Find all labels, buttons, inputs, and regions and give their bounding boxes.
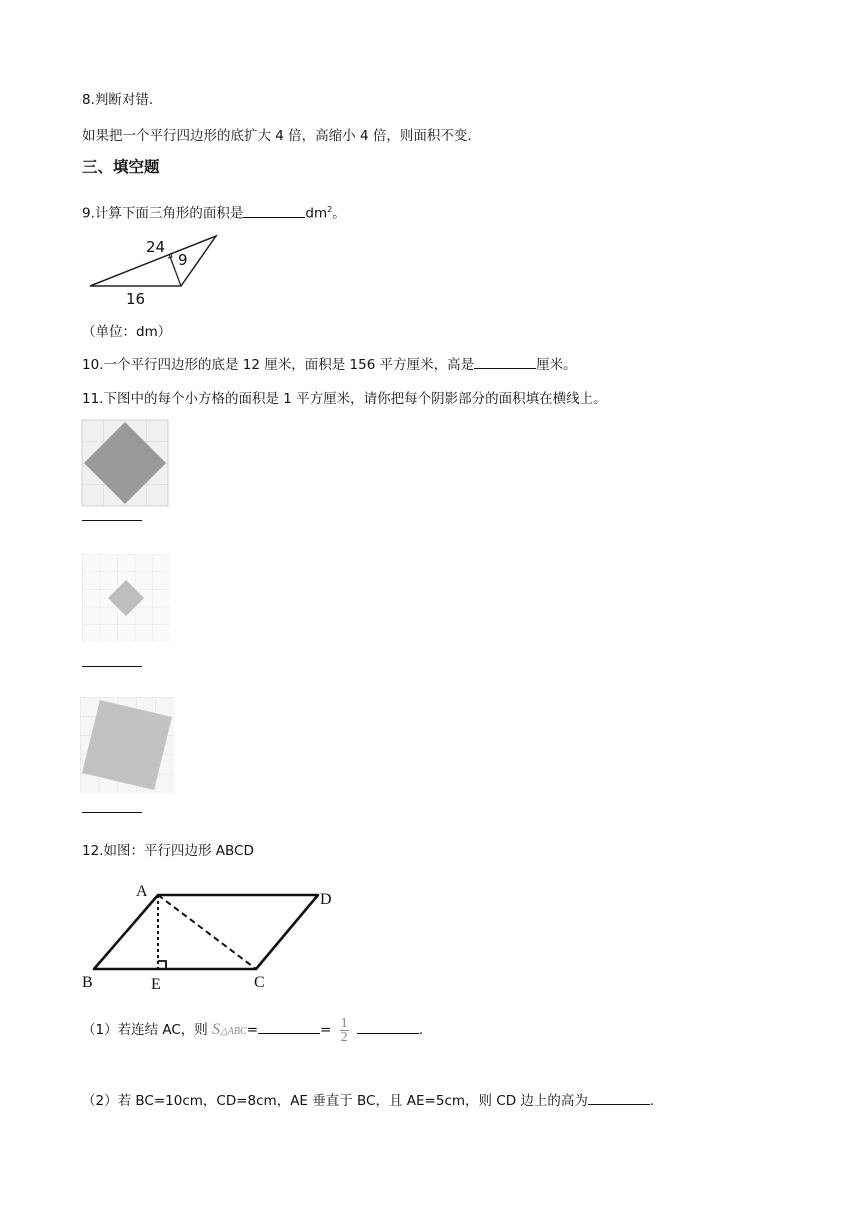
q9-suffix: 。 (332, 205, 346, 222)
q11-figure-3 (80, 697, 174, 793)
q9-unit-sup: 2 (327, 205, 333, 214)
q10-answer-blank[interactable] (474, 356, 536, 369)
q9-answer-blank[interactable] (243, 205, 305, 218)
q12-part1-blank-2[interactable] (357, 1021, 419, 1034)
q9-triangle-figure (82, 228, 224, 310)
q9-unit-note: （单位：dm） (82, 324, 172, 340)
q12-part2-prefix: （2）若 BC=10cm，CD=8cm，AE 垂直于 BC，且 AE=5cm，则 CD 边上的高为 (82, 1093, 588, 1109)
q12-part1-s: S (212, 1021, 221, 1038)
q11-text: 11.下图中的每个小方格的面积是 1 平方厘米，请你把每个阴影部分的面积填在横线上。 (82, 391, 607, 407)
q11-answer-blank-1[interactable] (82, 520, 142, 521)
q11-answer-blank-3[interactable] (82, 812, 142, 813)
q12-part1-end: . (418, 1022, 424, 1038)
q12-title: 12.如图：平行四边形 ABCD (82, 843, 254, 859)
q12-label-d: D (320, 891, 332, 908)
q12-part2-end: . (649, 1093, 655, 1109)
q9-label-24: 24 (146, 238, 166, 256)
q10-suffix: 厘米。 (536, 357, 577, 373)
q8-title: 8.判断对错. (82, 92, 154, 108)
q12-part2 (82, 1092, 654, 1110)
q12-label-c: C (254, 974, 265, 991)
q12-label-b: B (82, 974, 93, 991)
q12-part1 (82, 1016, 423, 1046)
section-heading: 三、填空题 (82, 158, 160, 176)
q9-unit: dm (305, 205, 328, 222)
q12-label-e: E (151, 976, 161, 993)
q12-part1-eq1: = (246, 1022, 258, 1038)
q12-part1-fraction (340, 1017, 349, 1044)
q12-part1-eq2: = (320, 1022, 332, 1038)
q11-figure-1 (82, 420, 168, 506)
q12-part1-sub: △ABC (220, 1026, 247, 1037)
q12-diagonal-ac (158, 895, 256, 969)
q9-label-16: 16 (126, 290, 146, 308)
q9-prefix: 9.计算下面三角形的面积是 (82, 205, 244, 222)
q10-line (82, 356, 577, 374)
q9-line (82, 201, 346, 223)
q12-part1-prefix: （1）若连结 AC，则 (82, 1022, 208, 1038)
q12-part2-blank[interactable] (588, 1092, 650, 1105)
q10-prefix: 10.一个平行四边形的底是 12 厘米，面积是 156 平方厘米，高是 (82, 357, 475, 373)
q11-answer-blank-2[interactable] (82, 666, 142, 667)
q9-label-9: 9 (178, 251, 188, 269)
q12-part1-blank-1[interactable] (258, 1021, 320, 1034)
q11-figure-2 (82, 554, 170, 642)
q12-label-a: A (136, 883, 148, 900)
q12-part1-num: 1 (340, 1015, 348, 1031)
q12-parallelogram-figure (80, 878, 342, 994)
q8-statement: 如果把一个平行四边形的底扩大 4 倍，高缩小 4 倍，则面积不变. (82, 128, 472, 144)
q12-part1-den: 2 (340, 1029, 348, 1045)
